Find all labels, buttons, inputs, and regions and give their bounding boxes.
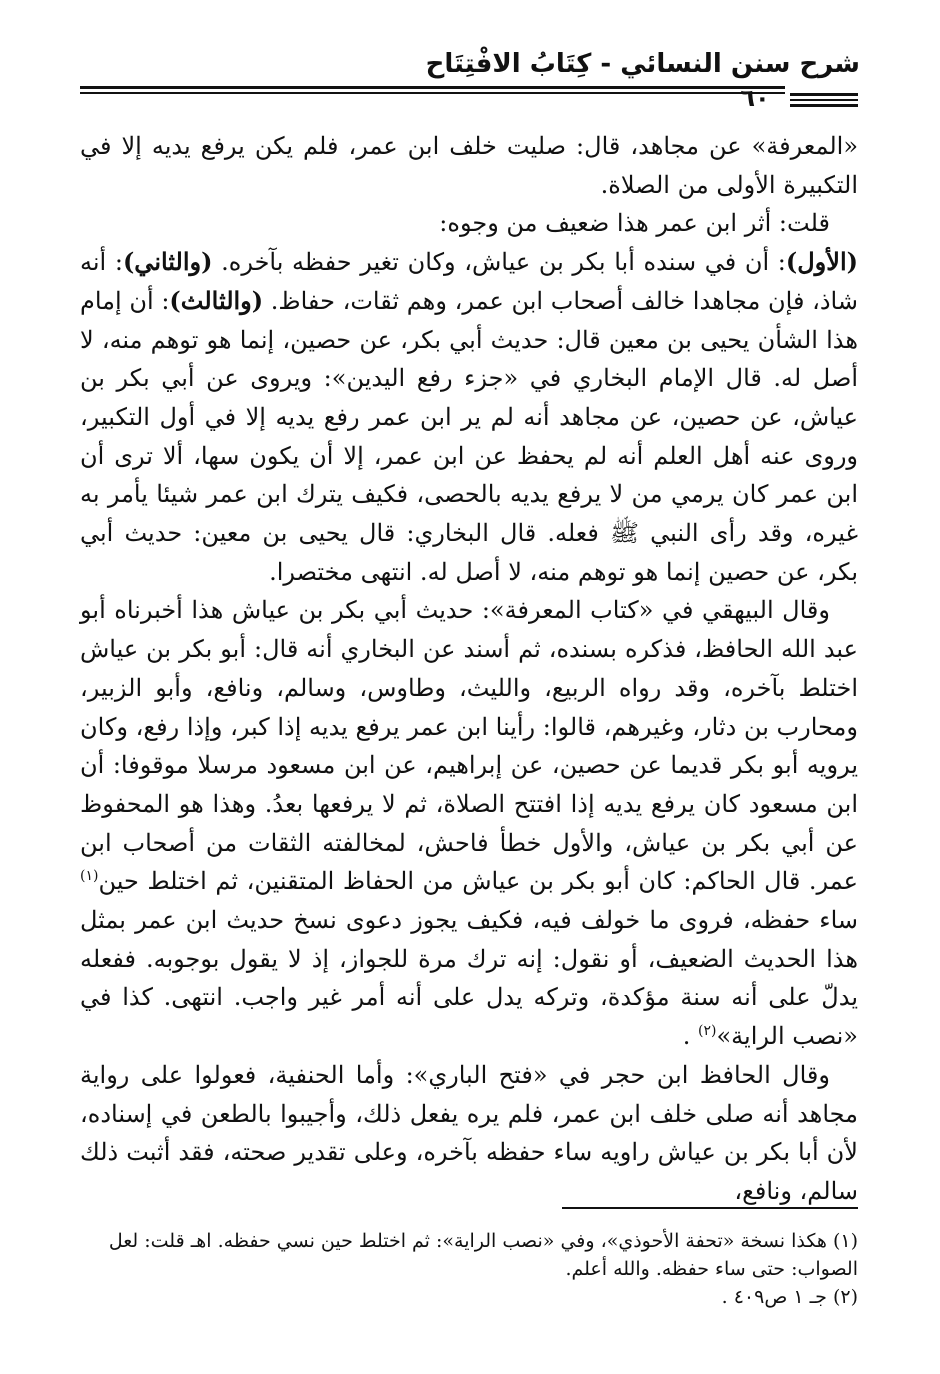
footnote-ref-1: (١) — [80, 868, 99, 885]
paragraph-5: وقال الحافظ ابن حجر في «فتح الباري»: وأما الحنفية، فعولوا على رواية مجاهد أنه صلى خلف ابن عمر، فلم يره يفعل ذلك، وأجيبوا بالطعن في إسناده، لأن أبا بكر بن عياش راويه ساء حفظه بآخره، وعلى تقدير صحته، فقد أثبت ذلك سالم، ونافع، — [80, 1060, 858, 1205]
footnote-2: (٢) جـ ١ ص٤٠٩ . — [721, 1286, 858, 1308]
paragraph-4: وقال البيهقي في «كتاب المعرفة»: حديث أبي بكر بن عياش هذا أخبرناه أبو عبد الله الحافظ، فذكره بسنده، ثم أسند عن البخاري أنه قال: أبو بكر بن عياش اختلط بآخره، وقد رواه الربيع، والليث، وطاوس، وسالم، ونافع، وأبو الزبير، ومحارب بن دثار، وغيرهم، قالوا: رأينا ابن عمر يرفع يديه إذا كبر، وإذا رفع، وكان يرويه أبو بكر قديما عن حصين، عن إبراهيم، عن ابن مسعود مرسلا موقوفا: أن ابن مسعود كان يرفع يديه إذا افتتح الصلاة، ثم لا يرفعها بعدُ. وهذا هو المحفوظ عن أبي بكر بن عياش، والأول خطأ فاحش، لمخالفته الثقات من أصحاب ابن عمر. قال الحاكم: كان أبو بكر بن عياش من الحفاظ المتقنين، ثم اختلط حين$^{(١)}$ ساء حفظه، فروى ما خولف فيه، فكيف يجوز دعوى نسخ حديث ابن عمر بمثل هذا الحديث الضعيف، أو نقول: إنه ترك مرة للجواز، إذ لا يقول بوجوبه. ففعله يدلّ على أنه سنة مؤكدة، وتركه يدل على أنه أمر غير واجب. انتهى. كذا في «نصب الراية»$^{(٢)}$ . — [80, 596, 858, 1051]
paragraph-2: قلت: أثر ابن عمر هذا ضعيف من وجوه: — [439, 209, 830, 238]
footnote-1: (١) هكذا نسخة «تحفة الأحوذي»، وفي «نصب الراية»: ثم اختلط حين نسي حفظه. اهـ قلت: لعل الصواب: حتى ساء حفظه. والله أعلم. — [108, 1230, 858, 1280]
paragraph-3: (الأول): أن في سنده أبا بكر بن عياش، وكان تغير حفظه بآخره. (والثاني): أنه شاذ، فإن مجاهدا خالف أصحاب ابن عمر، وهم ثقات، حفاظ. (والثالث): أن إمام هذا الشأن يحيى بن معين قال: حديث أبي بكر، عن حصين، إنما هو توهم منه، لا أصل له. قال الإمام البخاري في «جزء رفع اليدين»: ويروى عن أبي بكر بن عياش، عن حصين، عن مجاهد أنه لم ير ابن عمر رفع يديه إلا في أول التكبير، وروى عنه أهل العلم أنه لم يحفظ عن ابن عمر، إلا أن يكون سها، ألا ترى أن ابن عمر كان يرمي من لا يرفع يديه بالحصى، فكيف يترك ابن عمر شيئا يأمر به غيره، وقد رأى النبي ﷺ فعله. قال البخاري: قال يحيى بن معين: حديث أبي بكر، عن حصين إنما هو توهم منه، لا أصل له. انتهى مختصرا. — [80, 247, 858, 586]
header-rule-top — [80, 86, 785, 89]
paragraph-1: «المعرفة» عن مجاهد، قال: صليت خلف ابن عمر، فلم يكن يرفع يديه إلا في التكبيرة الأولى من الصلاة. — [80, 132, 858, 199]
page-number-rule-1 — [790, 93, 858, 96]
page-number-rule-3 — [790, 104, 858, 107]
header-rule-bottom — [80, 92, 785, 94]
page-number: ٦٠ — [740, 84, 770, 112]
label-third: (والثالث) — [169, 285, 264, 315]
main-text — [80, 127, 858, 1211]
page-number-rule-2 — [790, 99, 858, 101]
footnote-ref-2: (٢) — [698, 1023, 717, 1040]
footnotes — [80, 1227, 858, 1311]
label-second: (والثاني) — [122, 247, 213, 277]
label-first: (الأول) — [785, 247, 858, 277]
footnote-separator — [562, 1207, 858, 1209]
running-title: شرح سنن النسائي - كِتَابُ الافْتِتَاح — [425, 49, 860, 79]
